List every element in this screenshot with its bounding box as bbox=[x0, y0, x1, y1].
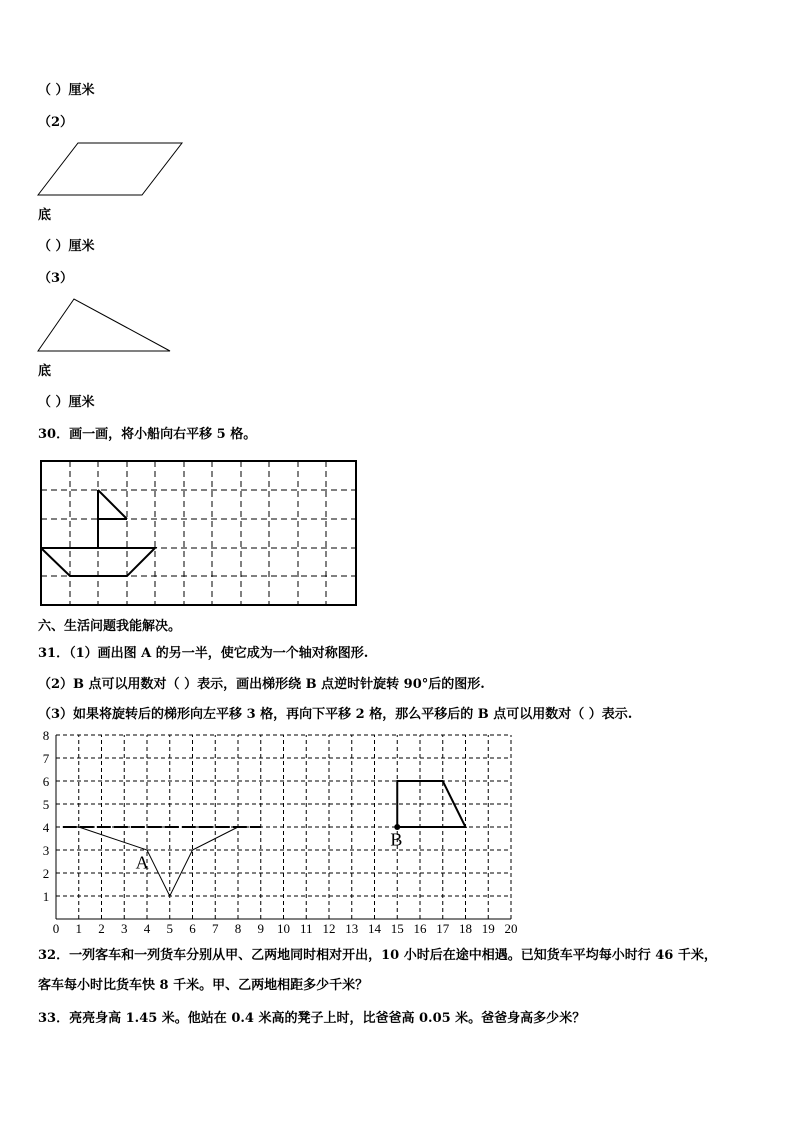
x-tick-label: 15 bbox=[390, 921, 404, 936]
question-31-part-1: 31．（1）画出图 A 的另一半，使它成为一个轴对称图形. bbox=[38, 646, 369, 661]
question-32-line-1: 32．一列客车和一列货车分别从甲、乙两地同时相对开出，10 小时后在途中相遇。已知货车平均每小时行 46 千米， bbox=[38, 948, 717, 963]
answer-line-1: （ ）厘米 bbox=[38, 83, 95, 98]
x-tick-label: 19 bbox=[481, 921, 495, 936]
y-tick-label: 6 bbox=[42, 774, 50, 789]
section-6-heading: 六、生活问题我能解决。 bbox=[38, 619, 182, 634]
y-tick-label: 5 bbox=[42, 797, 50, 812]
x-tick-label: 20 bbox=[504, 921, 518, 936]
question-30: 30．画一画，将小船向右平移 5 格。 bbox=[38, 427, 257, 442]
label-A: A bbox=[135, 852, 149, 873]
x-tick-label: 11 bbox=[299, 921, 313, 936]
question-32-line-2: 客车每小时比货车快 8 千米。甲、乙两地相距多少千米？ bbox=[38, 978, 369, 993]
x-tick-label: 6 bbox=[189, 921, 196, 936]
label-B: B bbox=[390, 829, 403, 850]
y-tick-label: 4 bbox=[42, 820, 50, 835]
sub-label-2: （2） bbox=[38, 115, 74, 130]
y-tick-label: 1 bbox=[42, 889, 50, 904]
x-tick-label: 14 bbox=[368, 921, 381, 936]
x-tick-label: 2 bbox=[98, 921, 105, 936]
x-tick-label: 7 bbox=[212, 921, 219, 936]
x-tick-label: 18 bbox=[459, 921, 472, 936]
y-tick-label: 2 bbox=[42, 866, 50, 881]
answer-line-3: （ ）厘米 bbox=[38, 395, 95, 410]
x-tick-label: 8 bbox=[234, 921, 242, 936]
x-tick-label: 17 bbox=[436, 921, 450, 936]
question-31-part-3: （3）如果将旋转后的梯形向左平移 3 格，再向下平移 2 格，那么平移后的 B 点可以用数对（ ）表示. bbox=[38, 707, 633, 722]
y-tick-label: 7 bbox=[42, 751, 50, 766]
sub-label-3: （3） bbox=[38, 271, 74, 286]
x-tick-label: 12 bbox=[322, 921, 336, 936]
x-tick-label: 1 bbox=[75, 921, 82, 936]
base-label-2: 底 bbox=[38, 208, 52, 223]
x-tick-label: 3 bbox=[121, 921, 128, 936]
x-tick-label: 16 bbox=[413, 921, 427, 936]
answer-line-2: （ ）厘米 bbox=[38, 239, 95, 254]
x-tick-label: 10 bbox=[277, 921, 290, 936]
x-tick-label: 13 bbox=[345, 921, 359, 936]
question-31-part-2: （2）B 点可以用数对（ ）表示，画出梯形绕 B 点逆时针旋转 90°后的图形. bbox=[38, 677, 485, 692]
base-label-3: 底 bbox=[38, 364, 52, 379]
x-tick-label: 5 bbox=[166, 921, 173, 936]
x-tick-label: 9 bbox=[257, 921, 264, 936]
question-33: 33．亮亮身高 1.45 米。他站在 0.4 米高的凳子上时，比爸爸高 0.05 米。爸爸身高多少米？ bbox=[38, 1011, 586, 1026]
x-tick-label: 0 bbox=[52, 921, 60, 936]
x-tick-label: 4 bbox=[143, 921, 151, 936]
y-tick-label: 8 bbox=[42, 728, 50, 743]
figure-A bbox=[79, 827, 238, 896]
y-tick-label: 3 bbox=[42, 843, 50, 858]
